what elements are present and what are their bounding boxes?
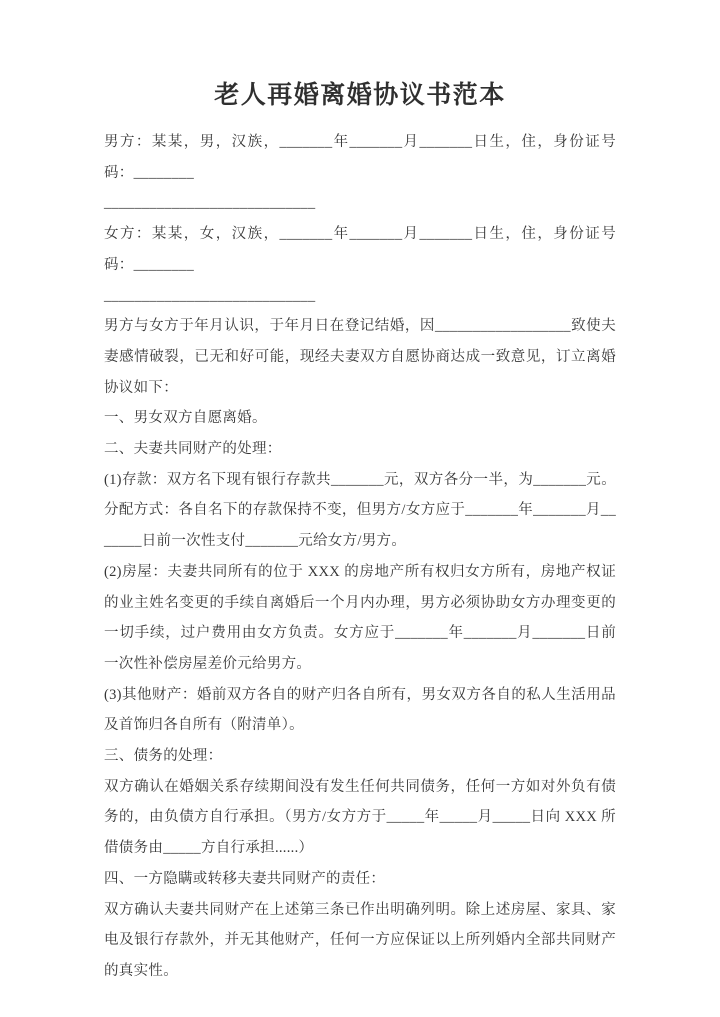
clause-2-heading-property: 二、夫妻共同财产的处理： [104, 441, 282, 458]
party-female-blank-line: ____________________________ [104, 287, 316, 304]
clause-3-heading-debts: 三、债务的处理： [104, 748, 223, 765]
clause-4-heading-concealment: 四、一方隐瞒或转移夫妻共同财产的责任： [104, 870, 386, 887]
clause-2-item-1-deposits: (1)存款：双方名下现有银行存款共_______元，双方各分一半，为_______元。分配方式：各自名下的存款保持不变，但男方/女方应于_______年_______月_______日前一次性支付_______元给女方/男方。 [104, 471, 616, 550]
party-male-blank-line: ____________________________ [104, 195, 316, 212]
party-male-line: 男方：某某，男，汉族，_______年_______月_______日生，住，身份证号码：________ [104, 134, 616, 181]
clause-3-body-debts: 双方确认在婚姻关系存续期间没有发生任何共同债务，任何一方如对外负有债务的，由负债方自行承担。（男方/女方方于_____年_____月_____日向 XXX 所借债务由_____方自行承担......） [104, 778, 616, 857]
preamble-paragraph: 男方与女方于年月认识，于年月日在登记结婚，因__________________致使夫妻感情破裂，已无和好可能，现经夫妻双方自愿协商达成一致意见，订立离婚协议如下： [104, 318, 616, 396]
clause-2-item-2-house: (2)房屋：夫妻共同所有的位于 XXX 的房地产所有权归女方所有，房地产权证的业主姓名变更的手续自离婚后一个月内办理，男方必须协助女方办理变更的一切手续，过户费用由女方负责。女方应于_______年_______月_______日前一次性补偿房屋差价元给男方。 [104, 563, 616, 672]
clause-2-item-3-other-property: (3)其他财产：婚前双方各自的财产归各自所有，男女双方各自的私人生活用品及首饰归各自所有（附清单）。 [104, 686, 616, 734]
party-female-line: 女方：某某，女，汉族，_______年_______月_______日生，住，身份证号码：________ [104, 226, 616, 273]
document-body [104, 127, 616, 987]
clause-1-voluntary-divorce: 一、男女双方自愿离婚。 [104, 410, 267, 427]
document-title: 老人再婚离婚协议书范本 [214, 82, 506, 109]
clause-4-body-concealment: 双方确认夫妻共同财产在上述第三条已作出明确列明。除上述房屋、家具、家电及银行存款外，并无其他财产，任何一方应保证以上所列婚内全部共同财产的真实性。 [104, 901, 616, 979]
